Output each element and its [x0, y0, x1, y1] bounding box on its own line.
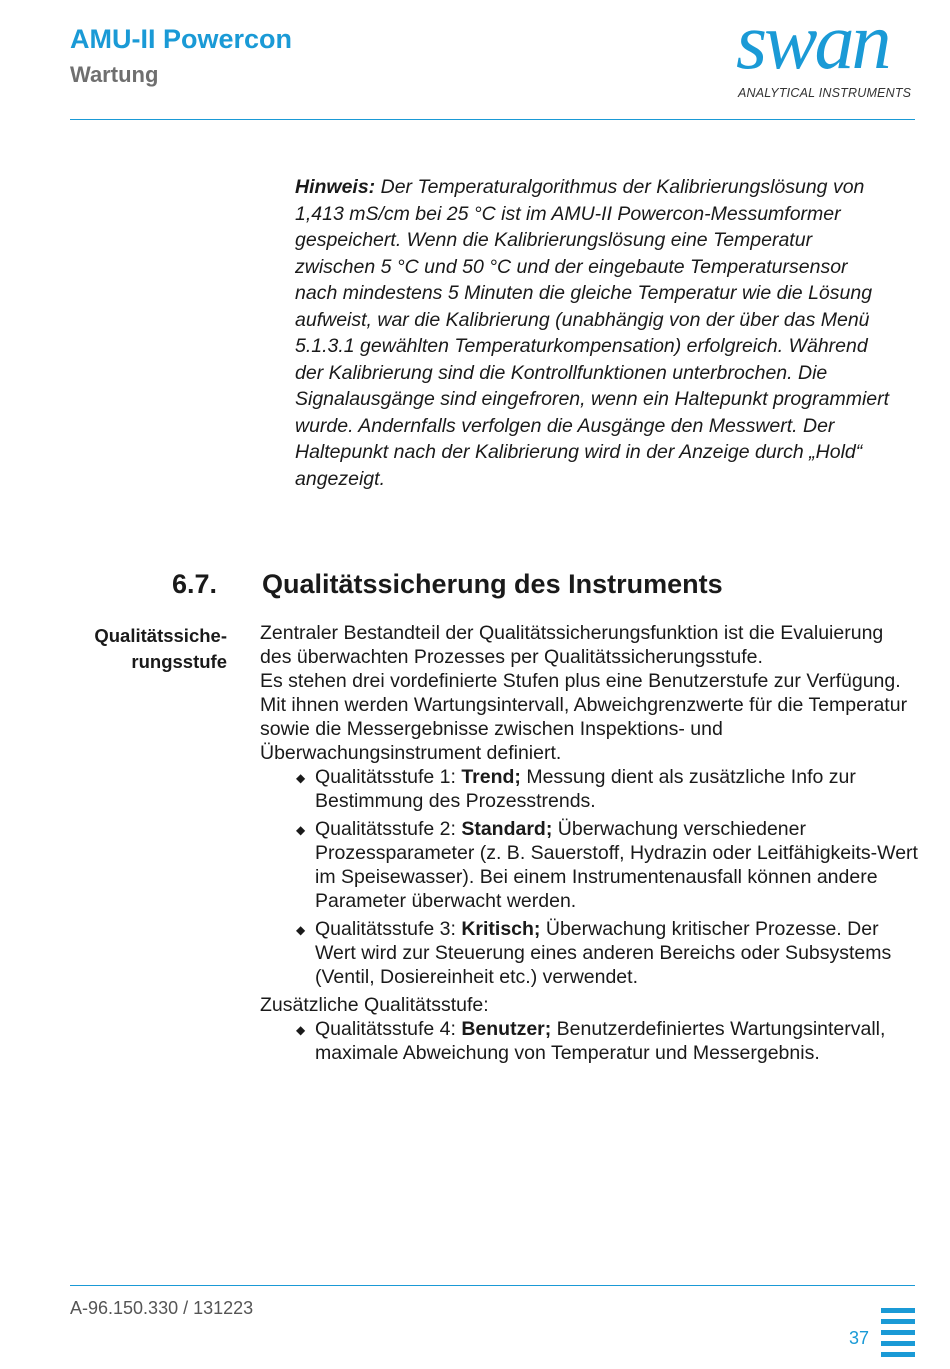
diamond-bullet-icon: ◆ — [296, 823, 306, 837]
list-item — [260, 817, 920, 913]
level-text: Benutzerdefiniertes Wartungsintervall, maximale Abweichung von Temperatur und Messergebnis. — [315, 1018, 886, 1064]
level-text: Überwachung kritischer Prozesse. Der Wert wird zur Steuerung eines anderen Bereichs oder Subsystems (Ventil, Dosiereinheit etc.) verwendet. — [315, 918, 892, 988]
diamond-bullet-icon: ◆ — [296, 923, 306, 937]
side-label: Qualitätssicherungsstufe — [94, 625, 227, 672]
section-title: Qualitätssicherung des Instruments — [262, 569, 723, 599]
levels-paragraph: Es stehen drei vordefinierte Stufen plus eine Benutzerstufe zur Verfügung. Mit ihnen werden Wartungsintervall, Abweichgrenzwerte für die Temperatur sowie die Messergebnisse zwischen Inspektions- und Überwachungsinstrument definiert. — [260, 670, 908, 764]
note-label: Hinweis: — [295, 176, 376, 198]
page-number: 37 — [849, 1328, 870, 1348]
level-name: Standard; — [461, 818, 553, 840]
list-item — [260, 1017, 920, 1065]
level-prefix: Qualitätsstufe 4: — [315, 1018, 462, 1040]
chapter-subtitle: Wartung — [70, 62, 159, 87]
section-number: 6.7. — [172, 569, 218, 599]
diamond-bullet-icon: ◆ — [296, 771, 306, 785]
diamond-bullet-icon: ◆ — [296, 1023, 306, 1037]
logo-tagline: ANALYTICAL INSTRUMENTS — [738, 86, 912, 100]
document-title: AMU-II Powercon — [70, 24, 293, 54]
footer-divider — [70, 1285, 915, 1286]
document-code: A-96.150.330 / 131223 — [70, 1298, 254, 1318]
level-prefix: Qualitätsstufe 1: — [315, 766, 462, 788]
intro-paragraph: Zentraler Bestandteil der Qualitätssicherungsfunktion ist die Evaluierung des überwachten Prozesses per Qualitätssicherungsstufe. — [260, 622, 884, 668]
header-divider — [70, 119, 915, 120]
logo-wordmark: swan — [736, 0, 889, 86]
level-name: Kritisch; — [461, 918, 541, 940]
calibration-note — [295, 174, 895, 492]
level-name: Trend; — [461, 766, 521, 788]
additional-level-label: Zusätzliche Qualitätsstufe: — [260, 994, 489, 1016]
quality-level-list — [260, 765, 920, 989]
level-text: Überwachung verschiedener Prozessparameter (z. B. Sauerstoff, Hydrazin oder Leitfähigkeits-Wert im Speisewasser). Bei einem Instrumentenausfall können andere Parameter überwacht werden. — [315, 818, 918, 912]
level-prefix: Qualitätsstufe 2: — [315, 818, 462, 840]
level-prefix: Qualitätsstufe 3: — [315, 918, 462, 940]
swan-logo — [732, 0, 922, 102]
list-item — [260, 765, 920, 813]
note-text: Der Temperaturalgorithmus der Kalibrierungslösung von 1,413 mS/cm bei 25 °C ist im AMU-II Powercon-Messumformer gespeichert. Wenn die Kalibrierungslösung eine Temperatur zwischen 5 °C und 50 °C und der eingebaute Temperatursensor nach mindestens 5 Minuten die gleiche Temperatur wie die Lösung aufweist, war die Kalibrierung (unabhängig von der über das Menü 5.1.3.1 gewählten Temperaturkompensation) erfolgreich. Während der Kalibrierung sind die Kontrollfunktionen unterbrochen. Die Signalausgänge sind eingefroren, wenn ein Haltepunkt programmiert wurde. Andernfalls verfolgen die Ausgänge den Messwert. Der Haltepunkt nach der Kalibrierung wird in der Anzeige durch „Hold“ angezeigt. — [295, 176, 890, 490]
stripes-icon — [881, 1308, 915, 1363]
level-text: Messung dient als zusätzliche Info zur Bestimmung des Prozesstrends. — [315, 766, 856, 812]
list-item — [260, 917, 920, 989]
level-name: Benutzer; — [461, 1018, 552, 1040]
additional-level-list — [260, 1017, 920, 1065]
section-body — [260, 621, 920, 1069]
